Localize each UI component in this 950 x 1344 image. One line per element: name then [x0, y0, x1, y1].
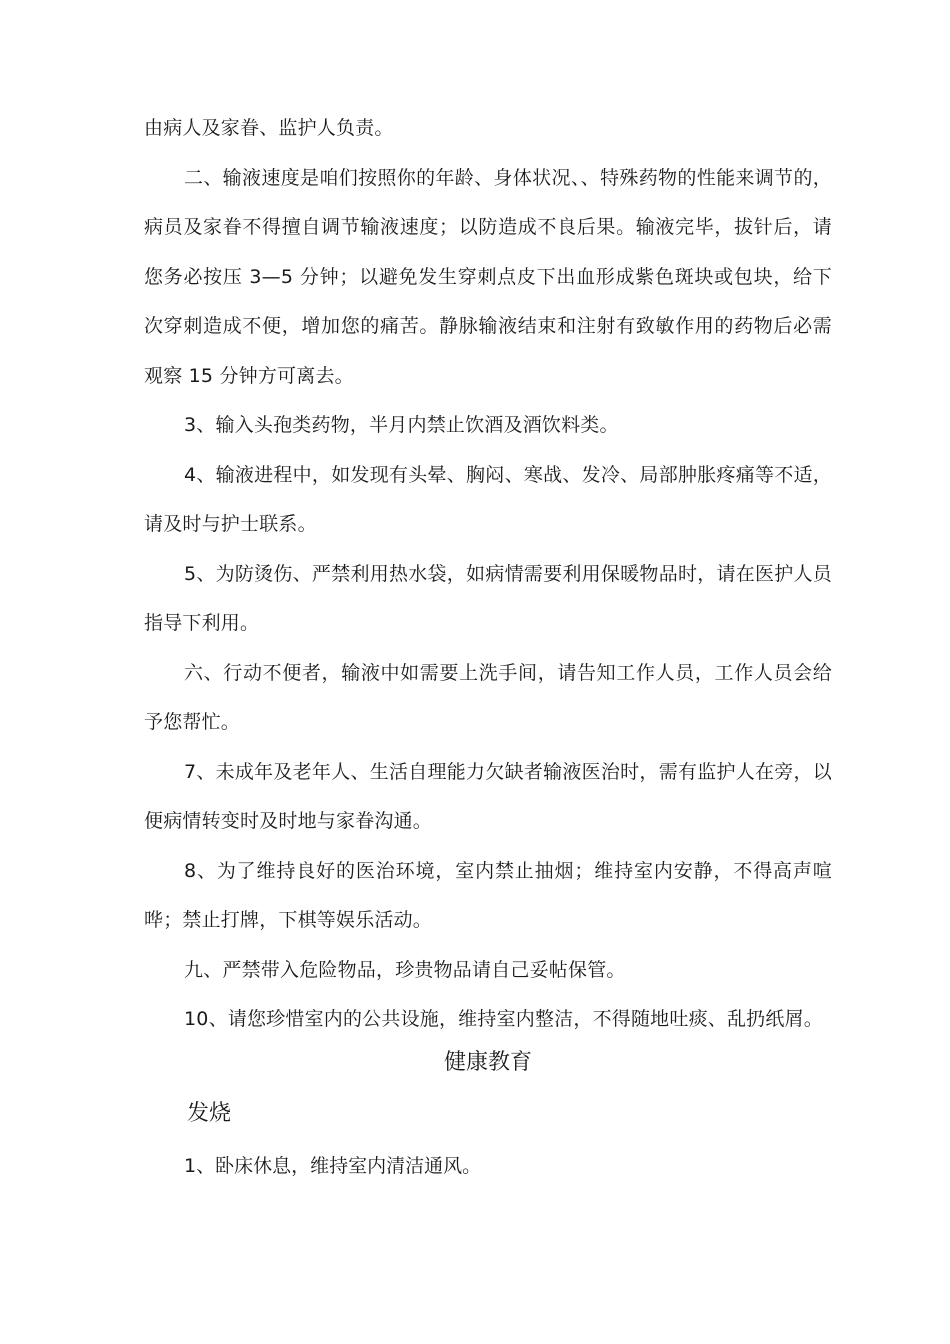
- paragraph-guardian: 7、未成年及老年人、生活自理能力欠缺者输液医治时，需有监护人在旁，以便病情转变时及时地与家眷沟通。: [144, 760, 832, 832]
- paragraph-environment: 8、为了维持良好的医治环境，室内禁止抽烟；维持室内安静，不得高声喧哗；禁止打牌，下棋等娱乐活动。: [144, 859, 832, 931]
- paragraph-public-facilities: 10、请您珍惜室内的公共设施，维持室内整洁，不得随地吐痰、乱扔纸屑。: [184, 1008, 823, 1030]
- document-body: [144, 104, 832, 1045]
- paragraph-discomfort: 4、输液进程中，如发现有头晕、胸闷、寒战、发冷、局部肿胀疼痛等不适，请及时与护士联系。: [144, 463, 832, 535]
- paragraph-mobility: 六、行动不便者，输液中如需要上洗手间，请告知工作人员，工作人员会给予您帮忙。: [144, 661, 832, 733]
- section-title: 健康教育: [443, 1050, 532, 1075]
- subsection-title: 发烧: [187, 1101, 232, 1126]
- paragraph-cephalosporin: 3、输入头孢类药物，半月内禁止饮酒及酒饮料类。: [184, 414, 619, 436]
- paragraph-dangerous-items: 九、严禁带入危险物品，珍贵物品请自己妥帖保管。: [184, 958, 626, 981]
- paragraph-infusion-speed: 二、输液速度是咱们按照你的年龄、身体状况、、特殊药物的性能来调节的，病员及家眷不得擅自调节输液速度；以防造成不良后果。输液完毕，拔针后，请您务必按压 3—5 分钟；以避免发生穿刺点皮下出血形成紫色斑块或包块，给下次穿刺造成不便，增加您的痛苦。静脉输液结束和注射有致敏作用的药物后必需观察 15 分钟方可离去。: [144, 166, 832, 387]
- subsection-item: 1、卧床休息，维持室内清洁通风。: [184, 1155, 482, 1177]
- paragraph-burn-prevention: 5、为防烫伤、严禁利用热水袋，如病情需要利用保暖物品时，请在医护人员指导下利用。: [144, 562, 832, 634]
- paragraph-continuation: 由病人及家眷、监护人负责。: [144, 117, 394, 139]
